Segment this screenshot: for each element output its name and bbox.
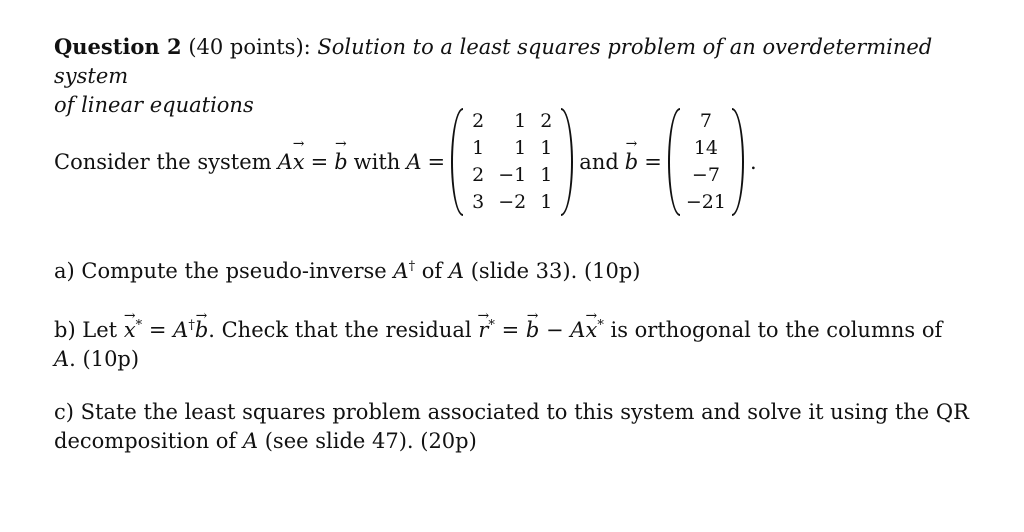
system-x-vector: → x — [293, 150, 305, 174]
right-paren — [732, 108, 744, 216]
matrix-A-cell: 2 — [540, 110, 553, 132]
system-equals: = — [310, 150, 329, 174]
part-a — [54, 252, 974, 286]
question-heading — [54, 32, 974, 120]
part-b-suffix: is orthogonal to the columns of — [610, 318, 943, 342]
question-label: Question 2 — [54, 34, 182, 59]
part-b-A2: A — [570, 318, 586, 342]
system-A-symbol: A — [277, 150, 293, 174]
matrix-A-cell: 2 — [472, 110, 485, 132]
vector-b-cell: −7 — [691, 164, 720, 186]
part-b-prefix: b) Let — [54, 318, 118, 342]
part-a-A2: A — [448, 259, 465, 283]
part-c — [54, 398, 974, 456]
right-paren — [561, 108, 573, 216]
part-b — [54, 311, 974, 374]
part-b-eq2: = — [501, 318, 520, 342]
vector-b — [668, 108, 744, 216]
part-b-A: A — [173, 318, 189, 342]
part-b-minus: − — [546, 318, 564, 342]
part-b-star2: * — [488, 318, 495, 333]
question-title-line2: of linear equations — [54, 93, 254, 117]
system-b-label: → b — [625, 150, 638, 174]
part-b-star3: * — [597, 318, 604, 333]
matrix-A-cell: 1 — [514, 137, 527, 159]
system-with: with — [353, 150, 401, 174]
system-intro: Consider the system — [54, 150, 272, 174]
left-paren — [451, 108, 463, 216]
part-b-x: → x — [124, 316, 136, 345]
system-equals-2: = — [427, 150, 446, 174]
vector-b-grid — [680, 108, 732, 216]
part-c-A: A — [242, 429, 259, 453]
matrix-A-cell: 1 — [540, 164, 553, 186]
system-definition — [54, 108, 757, 216]
question-points: (40 points): — [188, 35, 311, 59]
system-A-label: A — [406, 150, 422, 174]
part-a-of: of — [421, 259, 443, 283]
part-c-line2-suffix: (see slide 47). (20p) — [264, 429, 477, 453]
matrix-A-cell: 2 — [472, 164, 485, 186]
part-c-line1: c) State the least squares problem associated to this system and solve it using the QR — [54, 400, 969, 424]
part-b-dagger: † — [188, 318, 195, 333]
system-equals-3: = — [644, 150, 662, 174]
system-b-vector: → b — [334, 150, 347, 174]
part-b-r: → r — [478, 316, 488, 345]
part-b-star: * — [135, 318, 143, 333]
matrix-A-cell: 3 — [472, 191, 485, 213]
matrix-A-cell: 1 — [472, 137, 485, 159]
part-b-line2-rest: . (10p) — [69, 347, 140, 371]
matrix-A — [451, 108, 573, 216]
part-b-b2: → b — [526, 316, 539, 345]
matrix-A-cell: −2 — [498, 191, 527, 213]
part-b-eq: = — [148, 318, 167, 342]
system-period: . — [749, 150, 757, 174]
matrix-A-cell: 1 — [540, 191, 553, 213]
matrix-A-cell: 1 — [514, 110, 527, 132]
vector-b-cell: 7 — [699, 110, 712, 132]
system-and: and — [579, 150, 619, 174]
part-a-suffix: (slide 33). (10p) — [470, 259, 641, 283]
question-title-line1: Solution to a least squares problem of an overdetermined system — [54, 35, 933, 88]
part-b-x2: → x — [585, 316, 597, 345]
matrix-A-cell: −1 — [498, 164, 527, 186]
matrix-A-cell: 1 — [540, 137, 553, 159]
part-b-mid: . Check that the residual — [208, 318, 472, 342]
part-b-b: → b — [195, 316, 208, 345]
left-paren — [668, 108, 680, 216]
vector-b-cell: −21 — [685, 191, 726, 213]
part-c-line2-prefix: decomposition of — [54, 429, 237, 453]
matrix-A-grid — [463, 108, 561, 216]
part-b-line2-A: A — [54, 347, 70, 371]
part-a-dagger: † — [408, 259, 416, 274]
vector-b-cell: 14 — [693, 137, 718, 159]
part-a-A: A — [393, 259, 409, 283]
part-a-prefix: a) Compute the pseudo-inverse — [54, 259, 387, 283]
